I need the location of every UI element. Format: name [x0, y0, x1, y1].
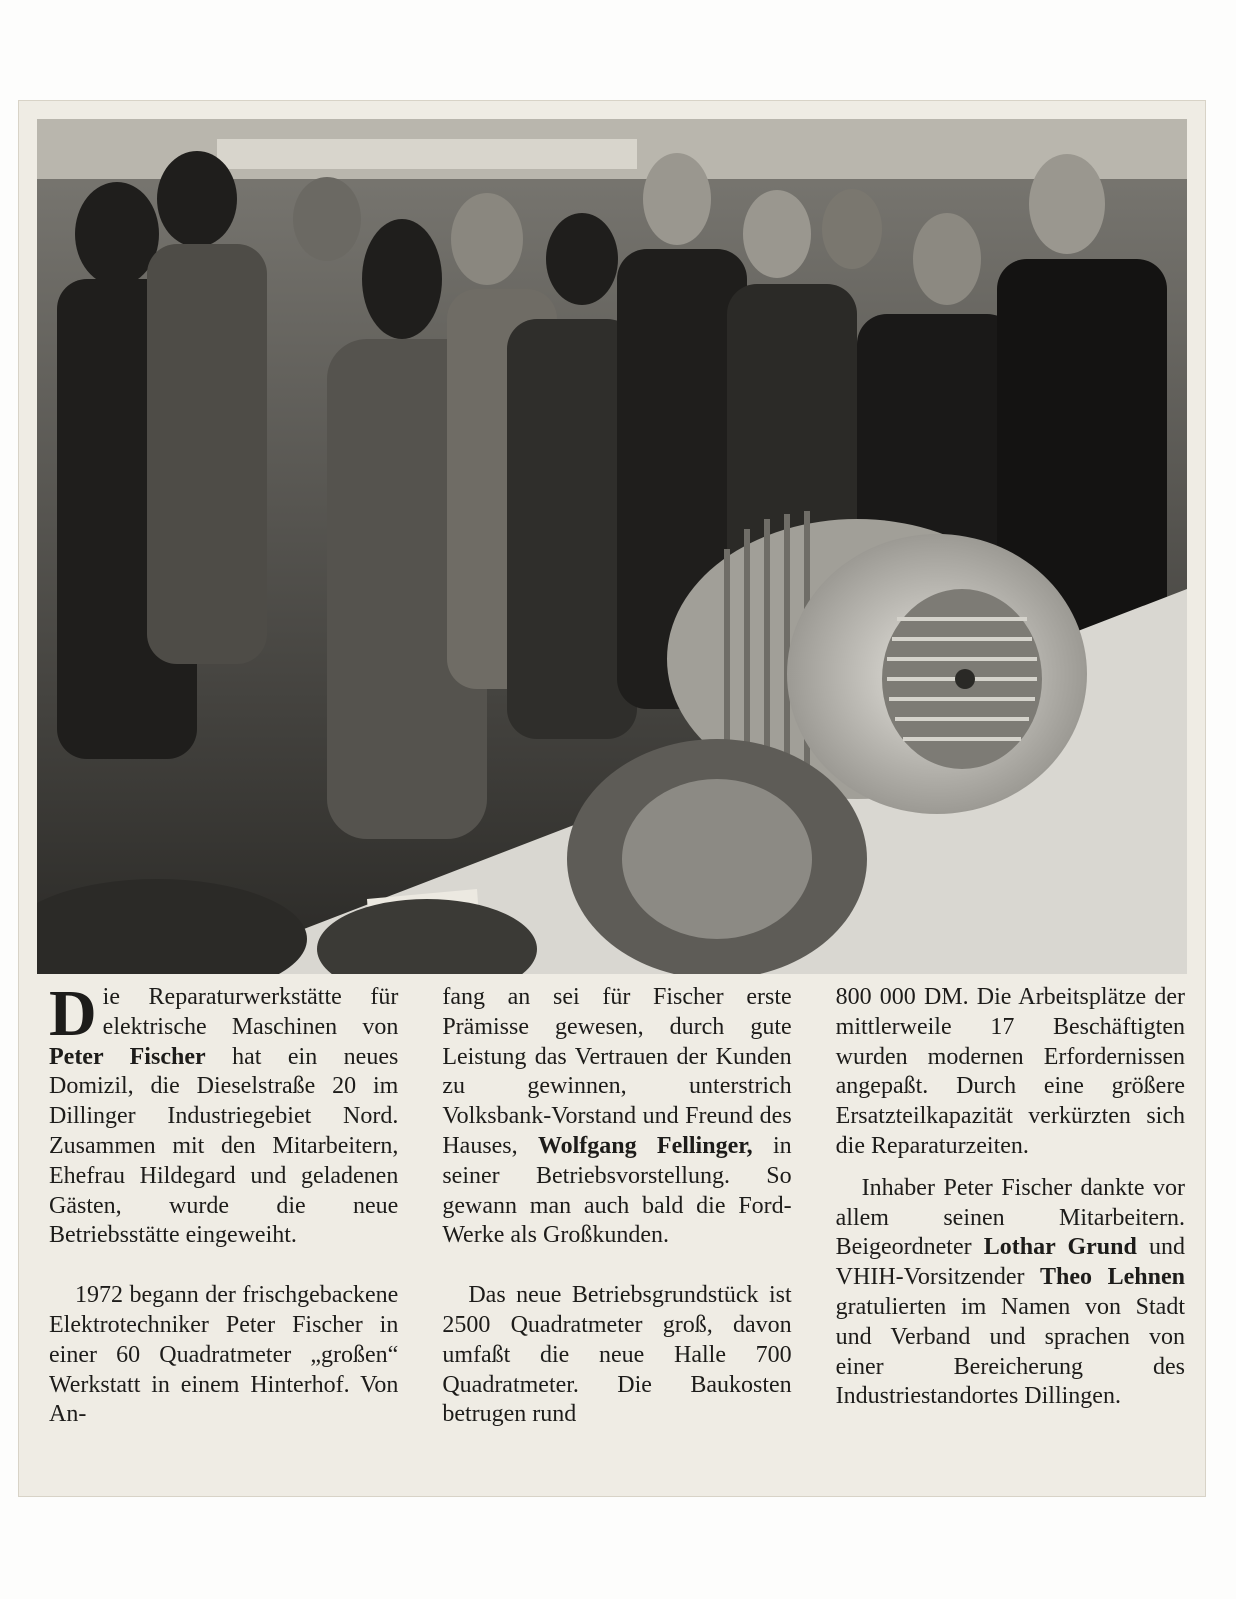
text-span: fang an sei für Fischer erste Prämisse gewesen, durch gute Leistung das Vertrauen der Kunden zu gewinnen, unterstrich Volksbank-Vorstand und Freund des Hauses,: [442, 984, 792, 1159]
photo-illustration: [37, 119, 1187, 974]
paragraph: [442, 983, 791, 1251]
person-name: Lothar Grund: [983, 1234, 1137, 1261]
paragraph: Das neue Betriebsgrundstück ist 2500 Quadratmeter groß, davon umfaßt die neue Halle 700 Quadratmeter. Die Baukosten betrugen rund: [442, 1282, 792, 1428]
text-span: hat ein neues Domizil, die Dieselstraße 20 im Dillinger Industriegebiet Nord. Zusammen mit den Mitarbeitern, Ehefrau Hildegard und geladenen Gästen, wurde die neue Betriebsstätte eingeweiht.: [49, 1043, 399, 1249]
paragraph: 1972 begann der frischgebackene Elektrotechniker Peter Fischer in einer 60 Quadratmeter „großen“ Werkstatt in einem Hinterhof. Von An-: [49, 1282, 399, 1428]
column-1: [49, 977, 399, 1463]
article-body: [49, 977, 1185, 1463]
article-photo: [37, 119, 1187, 974]
person-name: Theo Lehnen: [1040, 1264, 1185, 1291]
person-name: Peter Fischer: [49, 1043, 206, 1070]
text-span: und VHIH-Vorsitzender: [835, 1234, 1185, 1291]
person-name: Wolfgang Fellinger,: [537, 1132, 753, 1159]
newspaper-clipping: [18, 100, 1206, 1497]
text-span: in seiner Betriebsvorstellung. So gewann man auch bald die Ford-Werke als Großkunden.: [442, 1132, 792, 1249]
paragraph: [836, 1174, 1185, 1412]
column-3: [836, 983, 1185, 1463]
paragraph-intro: [49, 977, 399, 1251]
text-span: ie Reparaturwerkstätte für elektrische Maschinen von: [102, 984, 399, 1040]
drop-cap: D: [49, 977, 97, 1050]
text-span: Inhaber Peter Fischer dankte vor allem seinen Mitarbeitern. Beigeordneter: [835, 1174, 1185, 1261]
paragraph: 800 000 DM. Die Arbeitsplätze der mittlerweile 17 Beschäftigten wurden modernen Erfordernissen angepaßt. Durch eine größere Ersatzteilkapazität verkürzten sich die Reparaturzeiten.: [835, 984, 1185, 1159]
text-span: gratulierten im Namen von Stadt und Verband und sprachen von einer Bereicherung des Industriestandortes Dillingen.: [835, 1293, 1185, 1410]
column-2: [442, 983, 791, 1463]
